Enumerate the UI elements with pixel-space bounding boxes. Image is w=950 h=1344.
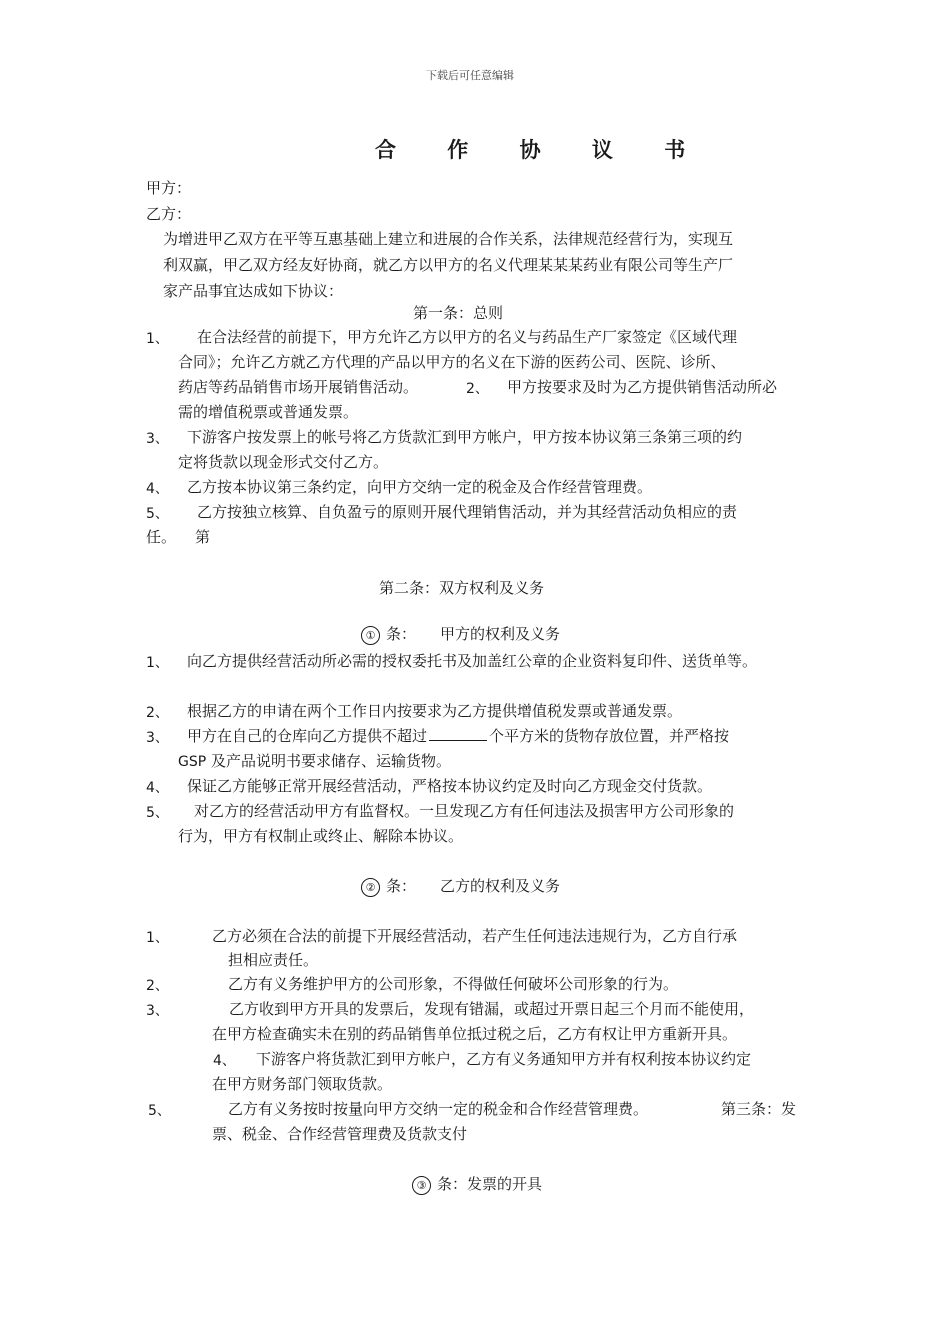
subsection-1-heading [361, 624, 560, 645]
sub2-item-1-line: 担相应责任。 [228, 951, 319, 969]
article-3-heading-start: 第三条：发 [721, 1100, 797, 1118]
subsection-3-prefix: 条： [437, 1175, 468, 1193]
sub2-item-4-line: 下游客户将货款汇到甲方帐户，乙方有义务通知甲方并有权利按本协议约定 [256, 1050, 752, 1068]
subsection-2-heading [361, 876, 560, 897]
item-number: 1、 [146, 331, 169, 347]
gsp-label: GSP [178, 754, 207, 770]
item-number: 1、 [146, 930, 169, 946]
article-1-item-2-line: 需的增值税票或普通发票。 [178, 403, 359, 421]
article-1-item-2-line: 甲方按要求及时为乙方提供销售活动所必 [507, 378, 778, 396]
sub2-item-2-line: 乙方有义务维护甲方的公司形象，不得做任何破坏公司形象的行为。 [228, 975, 679, 993]
intro-line: 为增进甲乙双方在平等互惠基础上建立和进展的合作关系，法律规范经营行为，实现互 [163, 230, 734, 248]
subsection-2-title: 乙方的权利及义务 [440, 877, 561, 895]
article-2-heading: 第二条：双方权利及义务 [379, 579, 545, 597]
sub1-item-3-line [187, 726, 729, 746]
item-number: 3、 [146, 1003, 169, 1019]
item-number: 2、 [146, 705, 169, 721]
article-1-item-5-line: 任。 [146, 528, 177, 546]
item-number: 4、 [146, 481, 169, 497]
sub1-item-1-line: 向乙方提供经营活动所必需的授权委托书及加盖红公章的企业资料复印件、送货单等。 [187, 652, 758, 670]
article-1-heading: 第一条：总则 [413, 304, 504, 322]
item-number: 4、 [146, 780, 169, 796]
intro-line: 利双赢，甲乙双方经友好协商，就乙方以甲方的名义代理某某某药业有限公司等生产厂 [163, 256, 734, 274]
article-1-item-4-line: 乙方按本协议第三条约定，向甲方交纳一定的税金及合作经营管理费。 [187, 478, 653, 496]
item-number: 3、 [146, 730, 169, 746]
party-a-label: 甲方： [146, 179, 192, 197]
item-number: 2、 [466, 381, 489, 397]
item-number: 2、 [146, 978, 169, 994]
subsection-1-title: 甲方的权利及义务 [440, 625, 561, 643]
item-number: 1、 [146, 655, 169, 671]
article-1-item-1-line: 药店等药品销售市场开展销售活动。 [178, 378, 419, 396]
intro-line: 家产品事宜达成如下协议： [163, 282, 344, 300]
subsection-3-title: 发票的开具 [467, 1175, 543, 1193]
article-1-item-3-line: 下游客户按发票上的帐号将乙方货款汇到甲方帐户，甲方按本协议第三条第三项的约 [187, 428, 743, 446]
sub1-item-3-line [178, 751, 451, 772]
sub1-item-3-text: 及产品说明书要求储存、运输货物。 [210, 752, 451, 770]
subsection-3-heading [412, 1174, 542, 1195]
article-3-heading-end: 票、税金、合作经营管理费及货款支付 [212, 1125, 468, 1143]
sub1-item-3-text: 个平方米的货物存放位置，并严格按 [489, 727, 730, 745]
item-number: 3、 [146, 431, 169, 447]
article-1-item-1-line: 合同》；允许乙方就乙方代理的产品以甲方的名义在下游的医药公司、医院、诊所、 [178, 353, 726, 371]
item-number: 4、 [213, 1053, 236, 1069]
circled-number-2: ② [361, 878, 380, 897]
document-title: 合 作 协 议 书 [375, 137, 708, 162]
sub2-item-3-line: 在甲方检查确实未在别的药品销售单位抵过税之后，乙方有权让甲方重新开具。 [212, 1025, 738, 1043]
sub2-item-3-line: 乙方收到甲方开具的发票后，发现有错漏，或超过开票日起三个月而不能使用， [229, 1000, 755, 1018]
blank-fill-line [429, 726, 487, 741]
subsection-1-prefix: 条： [386, 625, 417, 643]
subsection-2-prefix: 条： [386, 877, 417, 895]
sub1-item-5-line: 对乙方的经营活动甲方有监督权。一旦发现乙方有任何违法及损害甲方公司形象的 [194, 802, 735, 820]
sub1-item-5-line: 行为，甲方有权制止或终止、解除本协议。 [178, 827, 464, 845]
item-number: 5、 [146, 805, 169, 821]
sub1-item-3-text: 甲方在自己的仓库向乙方提供不超过 [187, 727, 428, 745]
sub2-item-4-line: 在甲方财务部门领取货款。 [212, 1075, 393, 1093]
circled-number-1: ① [361, 626, 380, 645]
article-1-item-5-line: 第 [195, 528, 211, 546]
article-1-item-1-line: 在合法经营的前提下，甲方允许乙方以甲方的名义与药品生产厂家签定《区域代理 [197, 328, 738, 346]
sub2-item-5-line: 乙方有义务按时按量向甲方交纳一定的税金和合作经营管理费。 [228, 1100, 649, 1118]
sub1-item-2-line: 根据乙方的申请在两个工作日内按要求为乙方提供增值税发票或普通发票。 [187, 702, 683, 720]
article-1-item-5-line: 乙方按独立核算、自负盈亏的原则开展代理销售活动，并为其经营活动负相应的责 [197, 503, 738, 521]
sub1-item-4-line: 保证乙方能够正常开展经营活动，严格按本协议约定及时向乙方现金交付货款。 [187, 777, 713, 795]
sub2-item-1-line: 乙方必须在合法的前提下开展经营活动，若产生任何违法违规行为，乙方自行承 [212, 927, 738, 945]
item-number: 5、 [146, 506, 169, 522]
item-number: 5、 [148, 1103, 171, 1119]
circled-number-3: ③ [412, 1176, 431, 1195]
page-header-note: 下载后可任意编辑 [426, 69, 514, 82]
article-1-item-3-line: 定将货款以现金形式交付乙方。 [178, 453, 389, 471]
party-b-label: 乙方： [146, 205, 192, 223]
